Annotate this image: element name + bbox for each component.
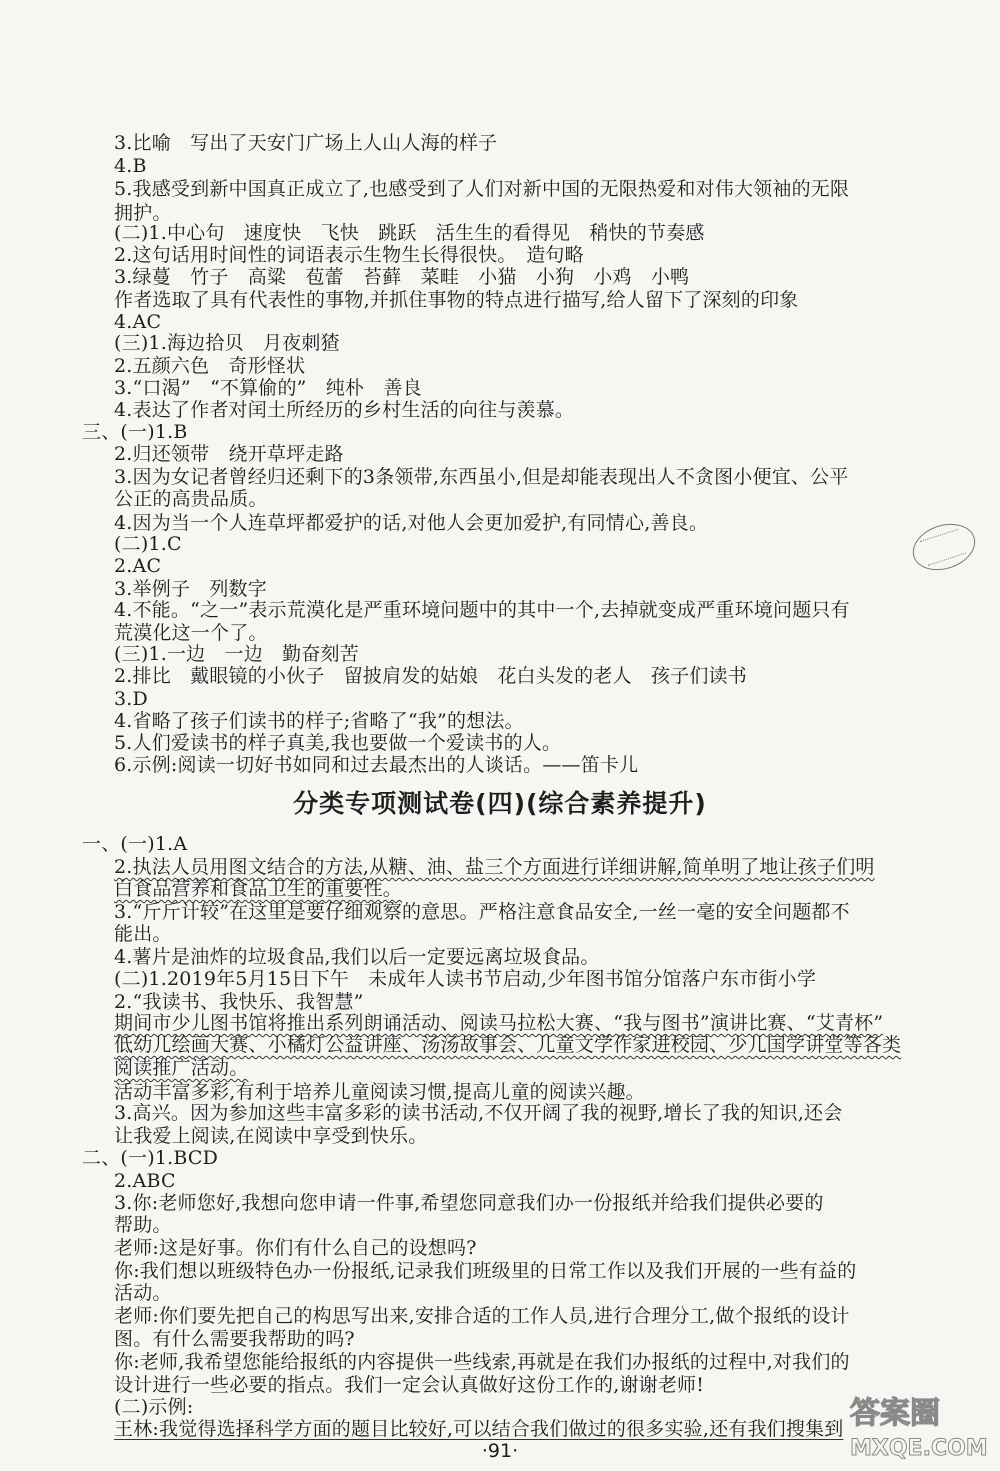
answer-line: 活动丰富多彩,有利于培养儿童阅读习惯,提高儿童的阅读兴趣。	[114, 1081, 645, 1103]
answer-line: 图。有什么需要我帮助的吗?	[114, 1328, 355, 1350]
answer-line: 4.因为当一个人连草坪都爱护的话,对他人会更加爱护,有同情心,善良。	[114, 512, 709, 534]
answer-line: 3.比喻 写出了天安门广场上人山人海的样子	[114, 132, 498, 154]
answer-line: 4.薯片是油炸的垃圾食品,我们以后一定要远离垃圾食品。	[114, 946, 600, 968]
answer-line: 3.绿蔓 竹子 高粱 苞蕾 苔藓 菜畦 小猫 小狗 小鸡 小鸭	[114, 266, 690, 288]
answer-line: 让我爱上阅读,在阅读中享受到快乐。	[114, 1125, 428, 1147]
answer-line: 能出。	[114, 923, 172, 945]
answer-line: 活动。	[114, 1282, 172, 1304]
answer-line: 三、(一)1.B	[82, 421, 188, 443]
answer-line: 一、(一)1.A	[82, 833, 188, 855]
answer-line: 公正的高贵品质。	[114, 488, 268, 510]
answer-line: 作者选取了具有代表性的事物,并抓住事物的特点进行描写,给人留下了深刻的印象	[114, 289, 799, 311]
answer-line: 2.执法人员用图文结合的方法,从糖、油、盐三个方面进行详细讲解,简单明了地让孩子们明	[114, 856, 875, 878]
answer-line: 6.示例:阅读一切好书如同和过去最杰出的人谈话。——笛卡儿	[114, 754, 639, 776]
answer-line: 2.五颜六色 奇形怪状	[114, 355, 306, 377]
answer-line: 老师:这是好事。你们有什么自己的设想吗?	[114, 1237, 477, 1259]
answer-line: 低幼儿绘画大赛、小橘灯公益讲座、汤汤故事会、儿童文学作家进校园、少儿国学讲堂等各类	[114, 1034, 902, 1056]
section-heading: 分类专项测试卷(四)(综合素养提升)	[293, 789, 707, 818]
answer-line: 3.“斤斤计较”在这里是要仔细观察的意思。严格注意食品安全,一丝一毫的安全问题都不	[114, 901, 850, 923]
svg-text:MXQE.COM: MXQE.COM	[850, 1436, 988, 1461]
answer-line: 3.你:老师您好,我想向您申请一件事,希望您同意我们办一份报纸并给我们提供必要的	[114, 1192, 824, 1214]
answer-line: (二)示例:	[114, 1396, 194, 1418]
answer-line: 设计进行一些必要的指点。我们一定会认真做好这份工作的,谢谢老师!	[114, 1374, 705, 1396]
answer-line: 王林:我觉得选择科学方面的题目比较好,可以结合我们做过的很多实验,还有我们搜集到	[114, 1418, 844, 1440]
answer-line: 荒漠化这一个了。	[114, 622, 268, 644]
answer-line: 2.排比 戴眼镜的小伙子 留披肩发的姑娘 花白头发的老人 孩子们读书	[114, 665, 747, 687]
answer-line: 3.举例子 列数字	[114, 578, 267, 600]
answer-line: 帮助。	[114, 1214, 172, 1236]
answer-line: 2.这句话用时间性的词语表示生物生长得很快。 造句略	[114, 244, 584, 266]
answer-line: (三)1.一边 一边 勤奋刻苦	[114, 643, 359, 665]
answer-line: 2.归还领带 绕开草坪走路	[114, 443, 344, 465]
answer-line: 你:我们想以班级特色办一份报纸,记录我们班级里的日常工作以及我们开展的一些有益的	[114, 1260, 857, 1282]
answer-line: 老师:你们要先把自己的构思写出来,安排合适的工作人员,进行合理分工,做个报纸的设计	[114, 1305, 850, 1327]
corner-stamp	[907, 516, 981, 578]
answer-line: 二、(一)1.BCD	[82, 1147, 219, 1169]
answer-line: 3.因为女记者曾经归还剩下的3条领带,东西虽小,但是却能表现出人不贪图小便宜、公平	[114, 466, 849, 488]
answer-line: 你:老师,我希望您能给报纸的内容提供一些线索,再就是在我们办报纸的过程中,对我们的	[114, 1351, 850, 1373]
answer-line: 5.我感受到新中国真正成立了,也感受到了人们对新中国的无限热爱和对伟大领袖的无限	[114, 178, 850, 200]
answer-line: 3.“口渴” “不算偷的” 纯朴 善良	[114, 377, 422, 399]
answer-line: 2.ABC	[114, 1170, 176, 1192]
answer-line: 4.B	[114, 155, 147, 177]
answer-line: 4.不能。“之一”表示荒漠化是严重环境问题中的其中一个,去掉就变成严重环境问题只有	[114, 599, 850, 621]
answer-line: 期间市少儿图书馆将推出系列朗诵活动、阅读马拉松大赛、“我与图书”演讲比赛、“艾青杯”	[114, 1012, 884, 1034]
answer-line: (二)1.2019年5月15日下午 未成年人读书节启动,少年图书馆分馆落户东市街小学	[114, 968, 817, 990]
answer-line: 2.“我读书、我快乐、我智慧”	[114, 991, 364, 1013]
svg-text:答案圈: 答案圈	[850, 1396, 940, 1431]
answer-line: (二)1.中心句 速度快 飞快 跳跃 活生生的看得见 稍快的节奏感	[114, 222, 705, 244]
answer-line: 阅读推广活动。	[114, 1057, 249, 1079]
answer-line: 3.高兴。因为参加这些丰富多彩的读书活动,不仅开阔了我的视野,增长了我的知识,还会	[114, 1102, 843, 1124]
answer-line: 拥护。	[114, 202, 172, 224]
page-number: ·91·	[481, 1440, 519, 1462]
answer-line: 2.AC	[114, 555, 162, 577]
answer-line: 4.省略了孩子们读书的样子;省略了“我”的想法。	[114, 710, 524, 732]
answer-line: 4.AC	[114, 311, 162, 333]
answer-line: 5.人们爱读书的样子真美,我也要做一个爱读书的人。	[114, 732, 562, 754]
answer-line: 3.D	[114, 688, 148, 710]
answer-line: 4.表达了作者对闰土所经历的乡村生活的向往与羡慕。	[114, 399, 575, 421]
answer-line: (二)1.C	[114, 533, 182, 555]
answer-line: 白食品营养和食品卫生的重要性。	[114, 878, 403, 900]
answer-line: (三)1.海边拾贝 月夜刺猹	[114, 332, 340, 354]
